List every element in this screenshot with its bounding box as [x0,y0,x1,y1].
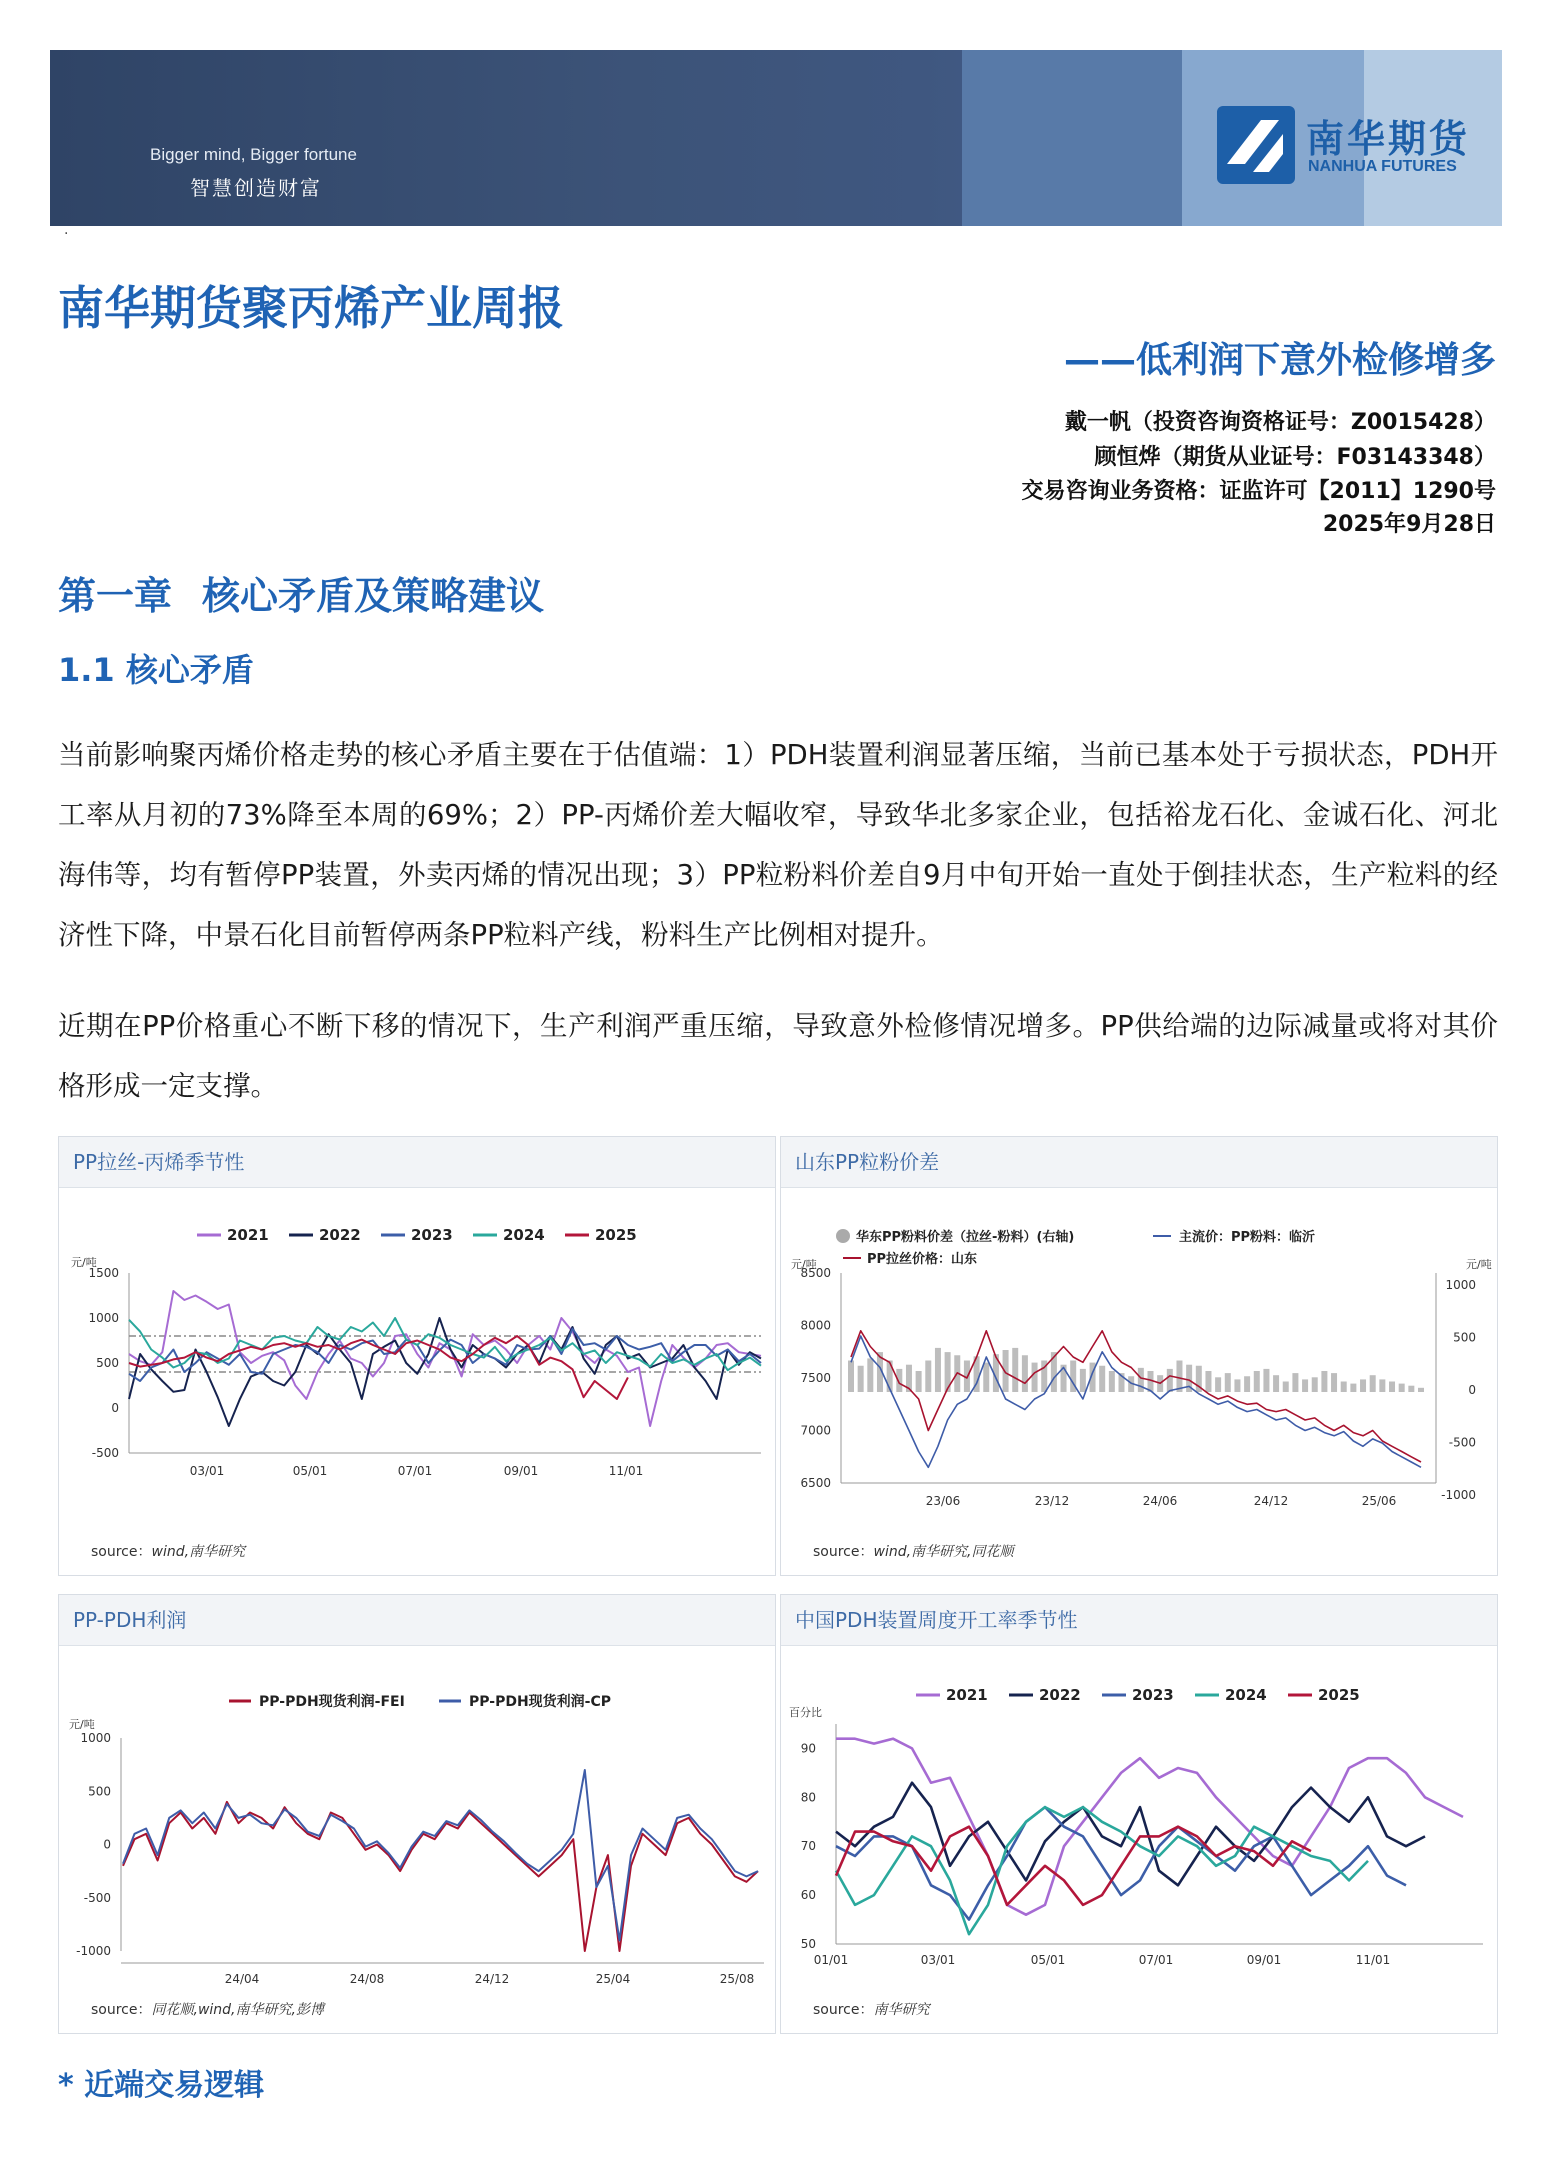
source-note: source：同花顺,wind,南华研究,彭博 [91,2002,324,2018]
y-tick-label: 1000 [80,1731,111,1745]
series-line-2024 [836,1807,1368,1934]
spread-bar [1109,1371,1115,1392]
legend-label: 2021 [946,1686,988,1704]
near-term-logic-heading: * 近端交易逻辑 [58,2068,265,2103]
x-tick-label: 24/12 [1253,1494,1289,1508]
y-tick-label: 8500 [800,1266,831,1280]
x-tick-label: 23/06 [925,1494,961,1508]
y-tick-label: -500 [91,1446,119,1460]
series-line-2021 [836,1739,1463,1915]
spread-bar [1003,1350,1009,1392]
y-tick-label: 70 [800,1839,816,1854]
spread-bar [1408,1386,1414,1392]
source-note: source：南华研究 [813,2002,930,2018]
spread-bar [1012,1348,1018,1392]
spread-bar [858,1366,864,1392]
legend-label: PP-PDH现货利润-CP [469,1694,612,1710]
spread-bar [1215,1377,1221,1392]
report-title: 南华期货聚丙烯产业周报 [58,281,564,335]
spread-bar [1254,1371,1260,1392]
series-line-cp [123,1770,758,1940]
spread-bar [1138,1368,1144,1392]
spread-bar [916,1371,922,1392]
paragraph: 当前影响聚丙烯价格走势的核心矛盾主要在于估值端：1）PDH装置利润显著压缩，当前已基本处于亏损状态，PDH开工率从月初的73%降至本周的69%；2）PP-丙烯价差大幅收窄，导致华北多家企业，包括裕龙石化、金诚石化、河北海伟等，均有暂停PP装置，外卖丙烯的情况出现；3）PP粒粉料价差自9月中旬开始一直处于倒挂状态，生产粒料的经济性下降，中景石化目前暂停两条PP粒料产线，粉料生产比例相对提升。 [58,739,1498,951]
legend-label: PP-PDH现货利润-FEI [259,1694,405,1710]
pdh-profit-chart [59,1646,775,1986]
spread-bar [1263,1369,1269,1392]
y-tick-label: 80 [800,1790,816,1805]
y2-tick-label: 1000 [1445,1278,1476,1292]
spread-bar [925,1361,931,1393]
spread-bar [1167,1369,1173,1392]
y-tick-label: 7500 [800,1371,831,1385]
y2-tick-label: 0 [1468,1383,1476,1397]
legend-label: 2025 [1318,1686,1360,1704]
legend-label: 2023 [1132,1686,1174,1704]
spread-bar [1370,1375,1376,1392]
spread-bar [1283,1382,1289,1393]
legend-label: 2022 [1039,1686,1081,1704]
x-tick-label: 25/04 [595,1972,631,1986]
x-tick-label: 09/01 [503,1464,539,1478]
panel-title: 山东PP粒粉价差 [781,1137,1497,1188]
x-tick-label: 07/01 [397,1464,433,1478]
logo-text-cn: 南华期货 [1306,117,1471,161]
spread-bar [1080,1369,1086,1392]
y-tick-label: 60 [800,1888,816,1903]
y2-tick-label: -500 [1448,1435,1476,1450]
paragraph: 近期在PP价格重心不断下移的情况下，生产利润严重压缩，导致意外检修情况增多。PP供给端的边际减量或将对其价格形成一定支撑。 [58,1010,1498,1102]
page-dot: · [64,226,69,242]
banner-band [962,50,1182,226]
y-tick-label: 500 [88,1784,111,1799]
pdh-operating-rate-chart [781,1646,1497,1976]
spread-bar [1302,1379,1308,1392]
legend-label: 2021 [227,1226,269,1244]
legend-label: 2022 [319,1226,361,1244]
legend-swatch [836,1229,850,1243]
legend-label: 主流价：PP粉料：临沂 [1179,1230,1316,1245]
legend-label: 2024 [1225,1686,1267,1704]
spread-bar [1399,1384,1405,1392]
header-banner [50,50,1502,226]
y-axis-unit: 元/吨 [71,1256,97,1269]
panel-title: PP拉丝-丙烯季节性 [59,1137,775,1188]
x-tick-label: 11/01 [608,1464,644,1478]
y2-tick-label: -1000 [1441,1488,1476,1502]
chart-panel [780,1136,1498,1576]
y-axis-unit-right: 元/吨 [1466,1258,1492,1271]
source-note: source：wind,南华研究,同花顺 [813,1544,1014,1560]
author-line: 顾恒烨（期货从业证号：F03143348） [1094,445,1496,470]
slogan-cn: 智慧创造财富 [190,176,322,200]
y2-tick-label: 500 [1453,1330,1476,1345]
x-tick-label: 01/01 [813,1953,849,1967]
spread-bar [1292,1373,1298,1392]
legend-label: 华东PP粉料价差（拉丝-粉料）(右轴) [856,1230,1075,1245]
spread-bar [1379,1379,1385,1392]
spread-bar [935,1348,941,1392]
spread-bar [1099,1366,1105,1392]
y-tick-label: 0 [103,1837,111,1852]
x-tick-label: 03/01 [920,1953,956,1967]
y-tick-label: 50 [800,1937,816,1951]
report-subtitle: ——低利润下意外检修增多 [1063,340,1496,381]
section-heading: 1.1 核心矛盾 [58,651,254,689]
y-tick-label: 90 [800,1741,816,1756]
y-tick-label: -1000 [76,1944,111,1958]
x-tick-label: 23/12 [1034,1494,1070,1508]
spread-bar [1321,1371,1327,1392]
legend-label: 2025 [595,1226,637,1244]
chapter-number: 第一章 [58,574,173,618]
y-tick-label: 7000 [800,1423,831,1438]
spread-bar [1022,1355,1028,1392]
spread-bar [983,1363,989,1392]
x-tick-label: 11/01 [1355,1953,1391,1967]
spread-bar [1418,1388,1424,1392]
spread-bar [1350,1384,1356,1392]
source-note: source：wind,南华研究 [91,1544,246,1560]
spread-bar [867,1358,873,1392]
x-tick-label: 03/01 [189,1464,225,1478]
x-tick-label: 24/12 [474,1972,510,1986]
chart-panel [58,1594,776,2034]
x-tick-label: 24/06 [1142,1494,1178,1508]
x-tick-label: 25/06 [1361,1494,1397,1508]
slogan-en: Bigger mind, Bigger fortune [150,145,357,164]
x-tick-label: 25/08 [719,1972,755,1986]
x-tick-label: 05/01 [292,1464,328,1478]
y-axis-unit: 百分比 [789,1706,822,1719]
y-tick-label: -500 [83,1890,111,1905]
spread-bar [848,1361,854,1393]
spread-bar [1032,1363,1038,1392]
logo-text-en: NANHUA FUTURES [1308,158,1457,175]
spread-bar [1244,1376,1250,1392]
chart-panel [58,1136,776,1576]
granule-powder-spread-chart [781,1188,1497,1518]
panel-title: PP-PDH利润 [59,1595,775,1646]
spread-bar [1225,1373,1231,1392]
x-tick-label: 05/01 [1030,1953,1066,1967]
x-tick-label: 09/01 [1246,1953,1282,1967]
chart-panel [780,1594,1498,2034]
panel-title: 中国PDH装置周度开工率季节性 [781,1595,1497,1646]
author-line: 戴一帆（投资咨询资格证号：Z0015428） [1064,410,1496,435]
y-tick-label: 8000 [800,1318,831,1333]
chapter-heading [58,565,544,620]
spread-bar [1389,1382,1395,1393]
seasonal-spread-chart [59,1188,775,1518]
y-tick-label: 500 [96,1356,119,1370]
x-tick-label: 24/04 [224,1972,260,1986]
y-axis-unit: 元/吨 [69,1718,95,1731]
legend-label: 2023 [411,1226,453,1244]
nanhua-logo-icon [1217,106,1295,184]
y-tick-label: 6500 [800,1476,831,1490]
spread-bar [1273,1375,1279,1392]
x-tick-label: 24/08 [349,1972,385,1986]
spread-bar [1312,1377,1318,1392]
chapter-title: 核心矛盾及策略建议 [202,574,545,618]
legend-label: 2024 [503,1226,545,1244]
spread-bar [1234,1379,1240,1392]
legend-label: PP拉丝价格：山东 [867,1252,978,1267]
y-tick-label: 0 [111,1401,119,1415]
spread-bar [1331,1373,1337,1392]
license-line: 交易咨询业务资格：证监许可【2011】1290号 [1021,479,1496,504]
spread-bar [1360,1379,1366,1392]
y-axis-unit: 元/吨 [791,1258,817,1271]
x-tick-label: 07/01 [1138,1953,1174,1967]
y-tick-label: 1000 [88,1311,119,1325]
spread-bar [1341,1382,1347,1393]
report-date: 2025年9月28日 [1322,512,1496,537]
spread-bar [1205,1371,1211,1392]
y-tick-label: 1500 [88,1266,119,1280]
